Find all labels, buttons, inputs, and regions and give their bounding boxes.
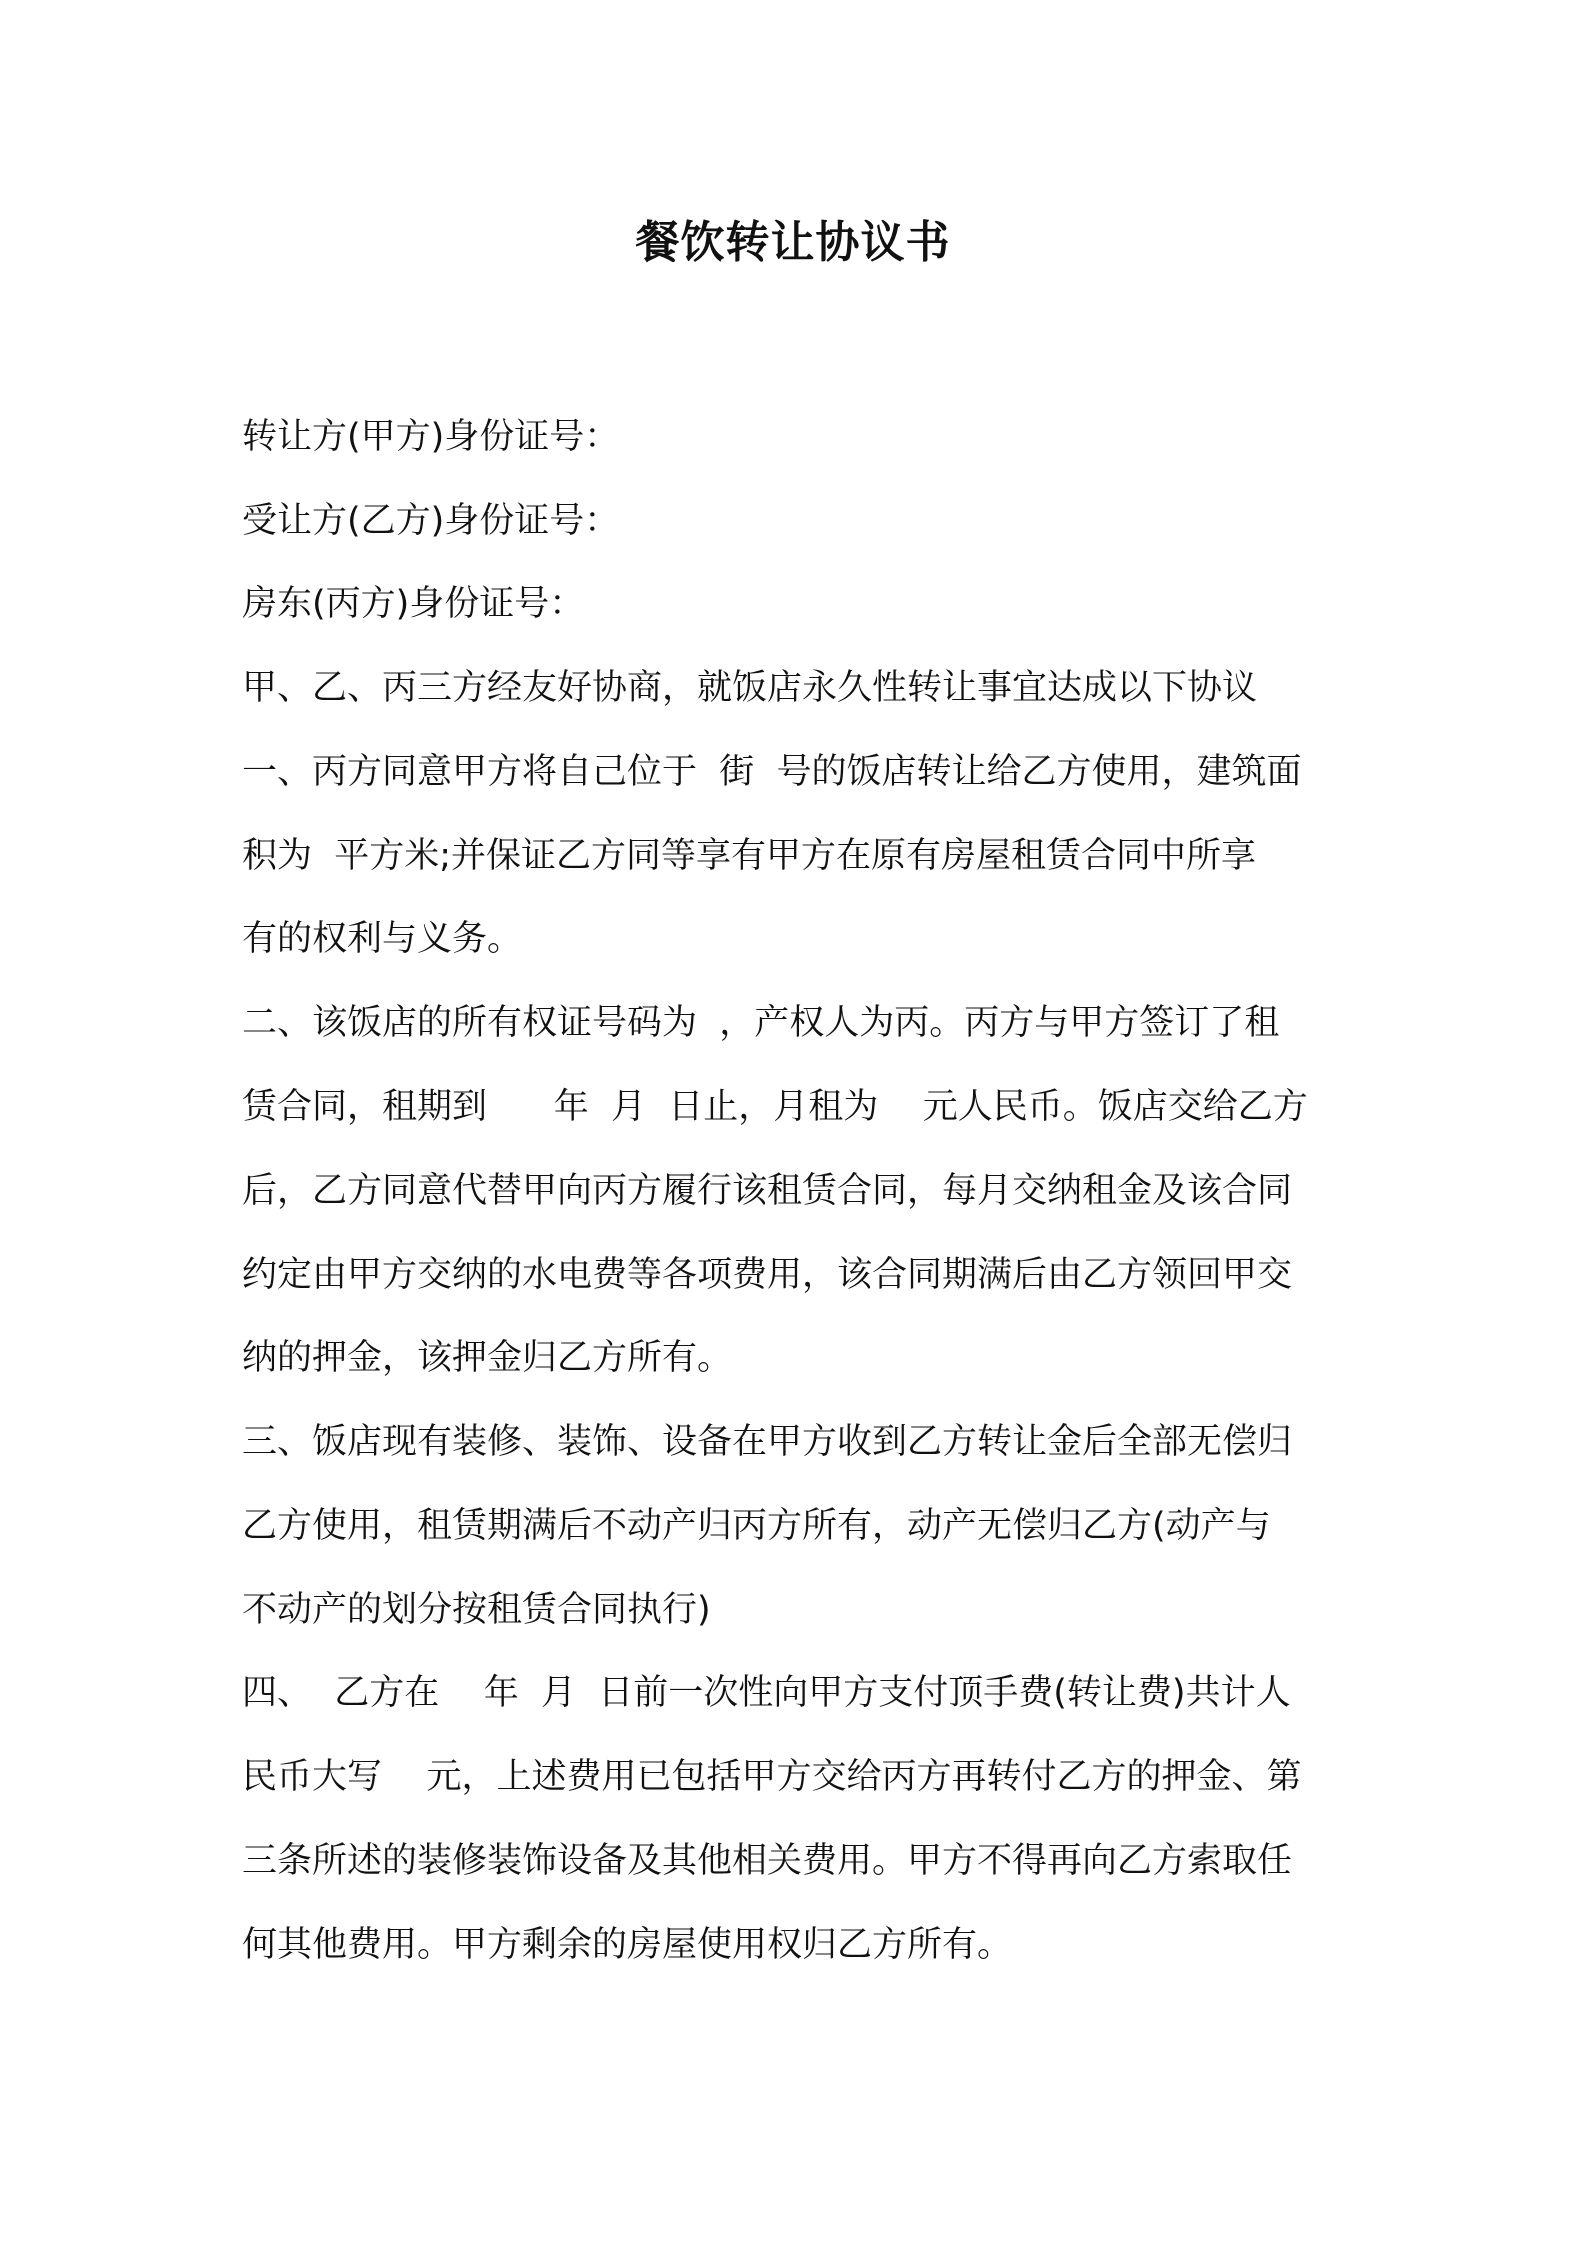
clause-1-line: 积为 平方米;并保证乙方同等享有甲方在原有房屋租赁合同中所享 bbox=[242, 836, 1257, 876]
clause-2-line: 后，乙方同意代替甲向丙方履行该租赁合同，每月交纳租金及该合同 bbox=[242, 1171, 1293, 1211]
document-title: 餐饮转让协议书 bbox=[635, 217, 951, 268]
clause-3-line: 不动产的划分按租赁合同执行) bbox=[242, 1590, 711, 1630]
clause-3-line: 三、饭店现有装修、装饰、设备在甲方收到乙方转让金后全部无偿归 bbox=[242, 1422, 1293, 1462]
party-c-id-line: 房东(丙方)身份证号： bbox=[242, 584, 585, 624]
clause-2-line: 二、该饭店的所有权证号码为 ，产权人为丙。丙方与甲方签订了租 bbox=[242, 1003, 1280, 1043]
clause-4-line: 四、 乙方在 年 月 日前一次性向甲方支付顶手费(转让费)共计人 bbox=[242, 1673, 1291, 1713]
preamble-line: 甲、乙、丙三方经友好协商，就饭店永久性转让事宜达成以下协议 bbox=[242, 668, 1258, 708]
party-a-id-line: 转让方(甲方)身份证号： bbox=[242, 417, 620, 457]
clause-1-line: 一、丙方同意甲方将自己位于 街 号的饭店转让给乙方使用，建筑面 bbox=[242, 752, 1302, 792]
clause-4-line: 何其他费用。甲方剩余的房屋使用权归乙方所有。 bbox=[242, 1925, 1013, 1965]
clause-4-line: 三条所述的装修装饰设备及其他相关费用。甲方不得再向乙方索取任 bbox=[242, 1841, 1293, 1881]
clause-4-line: 民币大写 元，上述费用已包括甲方交给丙方再转付乙方的押金、第 bbox=[242, 1757, 1302, 1797]
clause-2-line: 约定由甲方交纳的水电费等各项费用，该合同期满后由乙方领回甲交 bbox=[242, 1255, 1293, 1295]
clause-2-line: 赁合同，租期到 年 月 日止，月租为 元人民币。饭店交给乙方 bbox=[242, 1087, 1308, 1127]
clause-2-line: 纳的押金，该押金归乙方所有。 bbox=[242, 1338, 733, 1378]
clause-3-line: 乙方使用，租赁期满后不动产归丙方所有，动产无偿归乙方(动产与 bbox=[242, 1506, 1271, 1546]
clause-1-line: 有的权利与义务。 bbox=[242, 919, 523, 959]
party-b-id-line: 受让方(乙方)身份证号： bbox=[242, 501, 620, 541]
